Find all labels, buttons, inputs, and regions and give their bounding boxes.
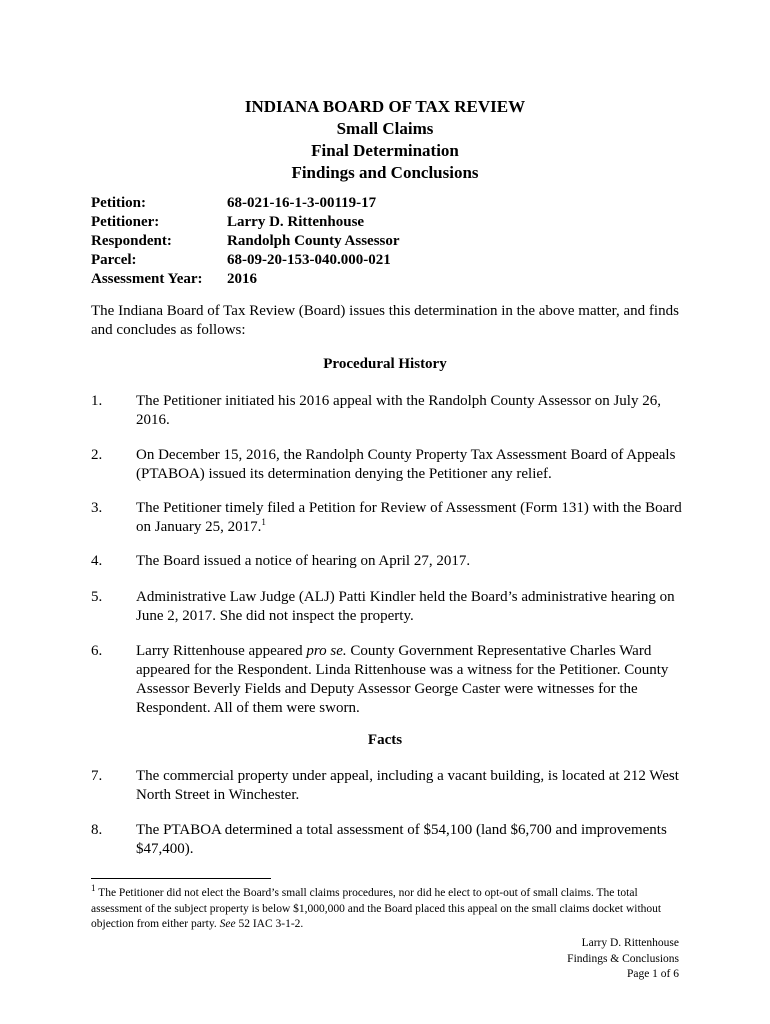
respondent-value: Randolph County Assessor [227, 233, 400, 249]
item-number: 2. [91, 447, 103, 463]
item-text: The PTABOA determined a total assessment of $54,100 (land $6,700 and improvements $47,400). [136, 822, 667, 857]
item-number: 3. [91, 500, 103, 516]
case-info-row [91, 251, 400, 270]
list-item [91, 821, 691, 859]
document-title-block [0, 96, 770, 184]
item-number: 4. [91, 553, 103, 569]
item-number: 1. [91, 393, 103, 409]
footnote-ref: 1 [261, 517, 266, 527]
list-item [91, 588, 691, 626]
list-item [91, 767, 691, 805]
respondent-label: Respondent: [91, 233, 172, 249]
petitioner-value: Larry D. Rittenhouse [227, 214, 365, 230]
footnote-divider [91, 878, 271, 879]
determination-title: Final Determination [311, 141, 459, 160]
item-text-wrapper [136, 499, 691, 537]
footnote [91, 883, 691, 933]
petition-label: Petition: [91, 195, 146, 211]
item-number: 8. [91, 822, 103, 838]
assessment-year-value: 2016 [227, 271, 257, 287]
item-text: Administrative Law Judge (ALJ) Patti Kindler held the Board’s administrative hearing on June 2, 2017. She did not inspect the property. [136, 589, 675, 624]
parcel-label: Parcel: [91, 252, 137, 268]
intro-paragraph: The Indiana Board of Tax Review (Board) issues this determination in the above matter, and finds and concludes as follows: [91, 303, 679, 338]
footnote-text-a: The Petitioner did not elect the Board’s small claims procedures, nor did he elect to opt-out of small claims. The total assessment of the subject property is below $1,000,000 and the Board placed this appeal on the small claims docket without objection from either party. [91, 887, 662, 930]
item-number: 7. [91, 768, 103, 784]
item-text-a: Larry Rittenhouse appeared [136, 643, 307, 659]
footnote-number: 1 [91, 883, 96, 894]
board-title: INDIANA BOARD OF TAX REVIEW [244, 97, 526, 116]
item-text-b: County Government Representative Charles Ward appeared for the Respondent. Linda Rittenhouse was a witness for the Petitioner. County Assessor Beverly Fields and Deputy Assessor George Caster were witnesses for the Respondent. All of them were sworn. [136, 643, 669, 716]
list-item [91, 392, 691, 430]
page-number: Page 1 of 6 [626, 968, 679, 980]
case-info-row [91, 194, 400, 213]
item-text: The Petitioner initiated his 2016 appeal with the Randolph County Assessor on July 26, 2016. [136, 393, 661, 428]
item-text: The commercial property under appeal, including a vacant building, is located at 212 West North Street in Winchester. [136, 768, 679, 803]
case-info [91, 194, 400, 289]
item-text-wrapper [136, 642, 691, 718]
item-text-italic: pro se. [306, 643, 347, 659]
footnote-text-b: 52 IAC 3-1-2. [235, 918, 304, 930]
list-item [91, 642, 691, 718]
item-number: 6. [91, 643, 103, 659]
procedural-history-heading: Procedural History [323, 356, 447, 372]
findings-title: Findings and Conclusions [291, 163, 479, 182]
footnote-text-italic: See [219, 918, 236, 930]
item-text: The Petitioner timely filed a Petition for Review of Assessment (Form 131) with the Board on January 25, 2017. [136, 500, 682, 535]
parcel-value: 68-09-20-153-040.000-021 [227, 252, 391, 268]
petitioner-label: Petitioner: [91, 214, 160, 230]
list-item [91, 552, 691, 571]
footer-doc-title: Findings & Conclusions [567, 952, 679, 965]
case-info-row [91, 232, 400, 251]
case-info-row [91, 270, 400, 289]
list-item [91, 446, 691, 484]
page-footer [567, 936, 679, 983]
list-item [91, 499, 691, 537]
case-info-row [91, 213, 400, 232]
facts-heading: Facts [367, 732, 403, 748]
claims-type: Small Claims [336, 119, 434, 138]
item-number: 5. [91, 589, 103, 605]
footer-name: Larry D. Rittenhouse [581, 937, 679, 949]
petition-value: 68-021-16-1-3-00119-17 [227, 195, 377, 211]
item-text: On December 15, 2016, the Randolph County Property Tax Assessment Board of Appeals (PTABOA) issued its determination denying the Petitioner any relief. [136, 447, 676, 482]
assessment-year-label: Assessment Year: [91, 271, 203, 287]
item-text: The Board issued a notice of hearing on April 27, 2017. [136, 553, 471, 569]
